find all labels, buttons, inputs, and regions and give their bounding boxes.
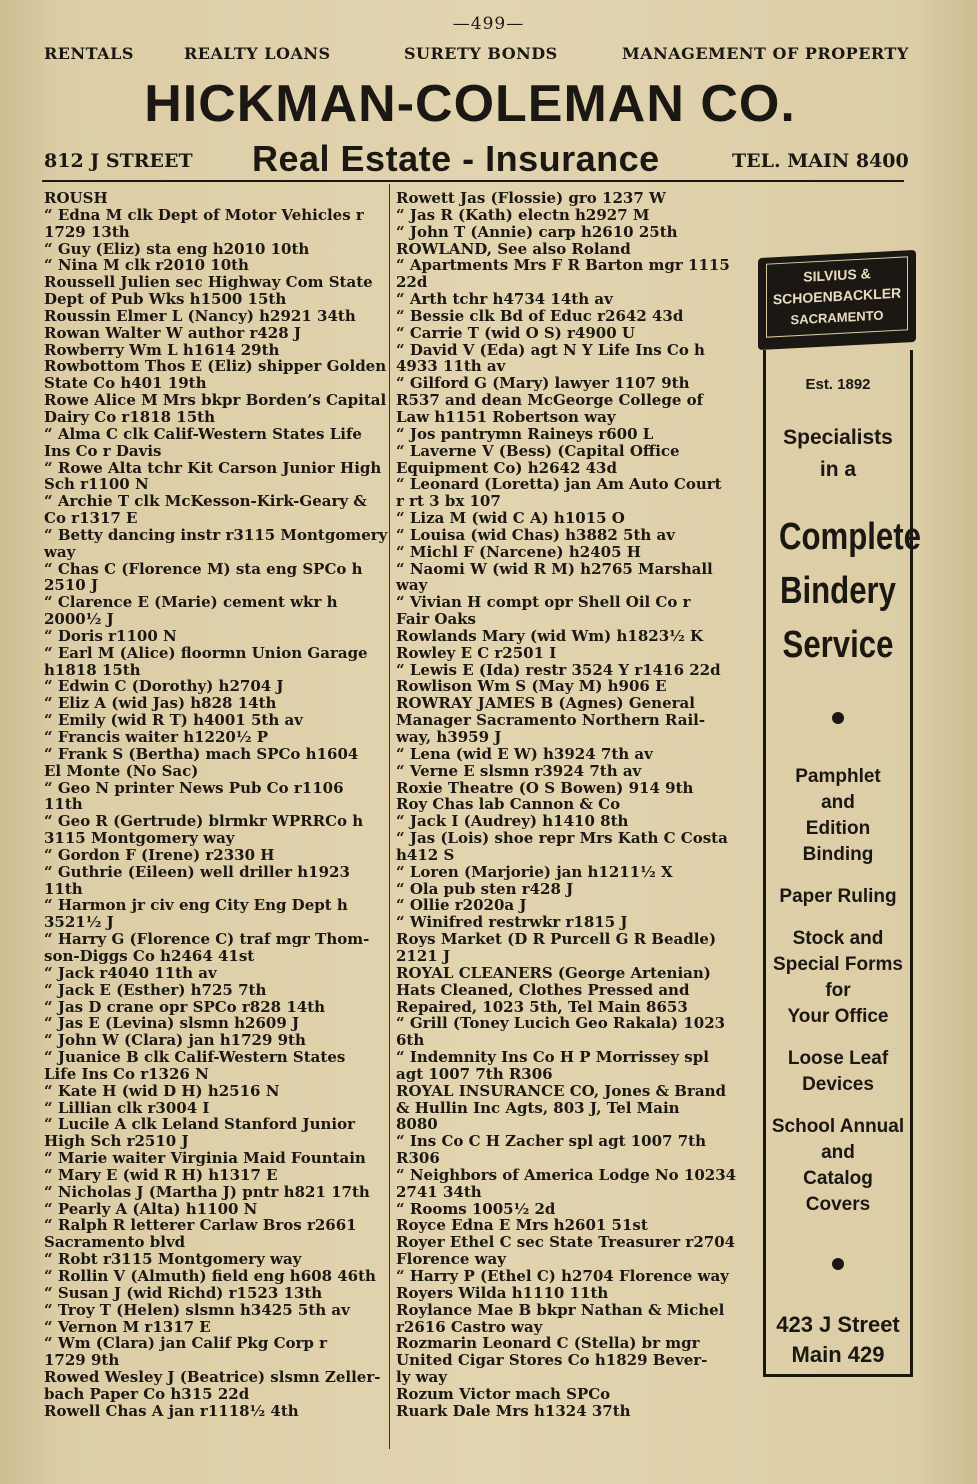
directory-line: “ Troy T (Helen) slsmn h3425 5th av	[44, 1300, 350, 1319]
directory-line: Law h1151 Robertson way	[396, 407, 616, 426]
directory-line: 2121 J	[396, 946, 451, 965]
directory-line: Ruark Dale Mrs h1324 37th	[396, 1401, 631, 1420]
directory-line: Royer Ethel C sec State Treasurer r2704	[396, 1233, 736, 1252]
directory-line: “ Chas C (Florence M) sta eng SPCo h	[44, 559, 363, 578]
directory-line: “ John T (Annie) carp h2610 25th	[396, 222, 678, 241]
directory-line: Life Ins Co r1326 N	[44, 1064, 209, 1083]
directory-line: Rowberry Wm L h1614 29th	[44, 340, 280, 359]
directory-line: 1729 9th	[44, 1351, 120, 1370]
directory-line: Roy Chas lab Cannon & Co	[396, 795, 621, 814]
directory-line: “ Geo R (Gertrude) blrmkr WPRRCo h	[44, 812, 364, 831]
directory-line: “ Harry P (Ethel C) h2704 Florence way	[396, 1267, 729, 1285]
directory-line: “ Carrie T (wid O S) r4900 U	[396, 323, 635, 342]
ad-service-item: for	[825, 980, 851, 1001]
directory-line: Florence way	[396, 1250, 506, 1269]
directory-line: 3115 Montgomery way	[44, 829, 235, 848]
directory-line: “ Jas (Lois) shoe repr Mrs Kath C Costa	[396, 829, 728, 848]
directory-line: Rowe Alice M Mrs bkpr Borden’s Capital	[44, 391, 387, 410]
directory-line: “ Clarence E (Marie) cement wkr h	[44, 593, 338, 612]
directory-line: ROUSH	[44, 189, 108, 207]
directory-line: way	[44, 542, 76, 561]
directory-line: “ Edwin C (Dorothy) h2704 J	[44, 677, 284, 696]
directory-line: “ Doris r1100 N	[44, 626, 177, 645]
directory-line: Equipment Co) h2642 43d	[396, 458, 617, 477]
directory-column-left	[44, 189, 388, 1420]
directory-line: “ Leonard (Loretta) jan Am Auto Court	[396, 475, 722, 494]
directory-line: “ Vivian H compt opr Shell Oil Co r	[396, 593, 691, 612]
ad-bindery: Bindery	[779, 570, 897, 612]
directory-line: “ Nicholas J (Martha J) pntr h821 17th	[44, 1182, 370, 1201]
directory-line: Co r1317 E	[44, 509, 138, 528]
directory-line: Rowett Jas (Flossie) gro 1237 W	[396, 189, 666, 207]
directory-line: 11th	[44, 879, 83, 898]
directory-line: Rowell Chas A jan r1118½ 4th	[44, 1401, 299, 1420]
directory-line: “ Vernon M r1317 E	[44, 1317, 211, 1336]
directory-line: Sacramento blvd	[44, 1233, 186, 1252]
directory-line: ROWRAY JAMES B (Agnes) General	[396, 694, 695, 713]
directory-line: “ Jack I (Audrey) h1410 8th	[396, 812, 629, 831]
ad-service-item: Paper Ruling	[779, 886, 897, 907]
directory-line: State Co h401 19th	[44, 374, 207, 393]
directory-line: 6th	[396, 1031, 425, 1050]
directory-line: 2741 34th	[396, 1182, 482, 1201]
directory-line: “ Winifred restrwkr r1815 J	[396, 913, 628, 932]
directory-line: Hats Cleaned, Clothes Pressed and	[396, 980, 690, 999]
directory-line: “ Grill (Toney Lucich Geo Rakala) 1023	[396, 1014, 726, 1033]
ad-service-item: Covers	[805, 1194, 871, 1215]
directory-line: & Hullin Inc Agts, 803 J, Tel Main	[396, 1098, 680, 1117]
directory-line: “ Marie waiter Virginia Maid Fountain	[44, 1149, 366, 1168]
ad-service-item: Pamphlet	[795, 766, 881, 787]
directory-line: R306	[396, 1149, 440, 1168]
directory-line: Ins Co r Davis	[44, 441, 162, 460]
ad-service-item: Stock and	[792, 928, 884, 949]
directory-line: Rowbottom Thos E (Eliz) shipper Golden	[44, 357, 387, 376]
directory-line: “ Lewis E (Ida) restr 3524 Y r1416 22d	[396, 660, 721, 679]
directory-line: Roussin Elmer L (Nancy) h2921 34th	[44, 306, 356, 325]
directory-line: “ Naomi W (wid R M) h2765 Marshall	[396, 559, 713, 578]
directory-line: “ Frank S (Bertha) mach SPCo h1604	[44, 744, 359, 763]
ad-service-item: Your Office	[787, 1006, 889, 1027]
directory-line: 22d	[396, 273, 428, 292]
directory-line: Rowley E C r2501 I	[396, 643, 557, 662]
bullet-dot	[832, 1258, 844, 1270]
directory-line: 4933 11th av	[396, 357, 506, 376]
directory-line: “ Ralph R letterer Carlaw Bros r2661	[44, 1216, 357, 1235]
directory-line: Repaired, 1023 5th, Tel Main 8653	[396, 997, 688, 1016]
directory-line: Dairy Co r1818 15th	[44, 407, 216, 426]
directory-line: “ Ola pub sten r428 J	[396, 879, 574, 898]
directory-line: Rozmarin Leonard C (Stella) br mgr	[396, 1334, 700, 1353]
directory-line: 11th	[44, 795, 83, 814]
directory-line: Rowan Walter W author r428 J	[44, 323, 301, 342]
directory-line: “ Kate H (wid D H) h2516 N	[44, 1081, 280, 1100]
directory-line: Roxie Theatre (O S Bowen) 914 9th	[396, 778, 694, 797]
firm-telephone: TEL. MAIN 8400	[732, 150, 909, 172]
directory-line: “ Pearly A (Alta) h1100 N	[44, 1199, 258, 1218]
bullet-dot	[832, 712, 844, 724]
directory-line: “ Jos pantrymn Raineys r600 L	[396, 424, 654, 443]
directory-line: Sch r1100 N	[44, 475, 149, 494]
ad-service-item: Special Forms	[773, 954, 903, 975]
directory-line: “ Juanice B clk Calif-Western States	[44, 1048, 346, 1067]
directory-line: “ Archie T clk McKesson-Kirk-Geary &	[44, 492, 367, 511]
directory-line: “ Jas R (Kath) electn h2927 M	[396, 205, 650, 224]
directory-line: Fair Oaks	[396, 610, 476, 629]
directory-line: Rowed Wesley J (Beatrice) slsmn Zeller-	[44, 1368, 381, 1387]
bindery-advertisement	[763, 350, 921, 1377]
directory-line: “ Lena (wid E W) h3924 7th av	[396, 744, 653, 763]
firm-name: HICKMAN-COLEMAN CO.	[144, 75, 796, 133]
directory-line: “ Jack E (Esther) h725 7th	[44, 980, 267, 999]
bindery-book-logo	[758, 250, 916, 350]
directory-line: “ Harry G (Florence C) traf mgr Thom-	[44, 930, 370, 949]
directory-line: “ Jas D crane opr SPCo r828 14th	[44, 997, 326, 1016]
directory-line: “ Susan J (wid Richd) r1523 13th	[44, 1283, 323, 1302]
directory-line: “ Louisa (wid Chas) h3882 5th av	[396, 525, 675, 544]
directory-line: “ Rowe Alta tchr Kit Carson Junior High	[44, 458, 382, 477]
directory-line: “ Betty dancing instr r3115 Montgomery	[44, 525, 388, 544]
directory-line: “ Lillian clk r3004 I	[44, 1098, 210, 1117]
directory-line: “ Laverne V (Bess) (Capital Office	[396, 441, 680, 460]
book-logo-line: SILVIUS &	[803, 265, 871, 285]
directory-line: “ Apartments Mrs F R Barton mgr 1115	[396, 256, 730, 275]
directory-line: High Sch r2510 J	[44, 1132, 189, 1151]
directory-line: 1729 13th	[44, 222, 130, 241]
directory-line: “ Gilford G (Mary) lawyer 1107 9th	[396, 374, 690, 393]
directory-line: United Cigar Stores Co h1829 Bever-	[396, 1351, 708, 1370]
directory-line: “ Alma C clk Calif-Western States Life	[44, 424, 362, 443]
directory-column-right	[396, 190, 748, 1420]
directory-line: “ Rooms 1005½ 2d	[396, 1199, 556, 1218]
directory-line: “ Eliz A (wid Jas) h828 14th	[44, 694, 277, 713]
directory-line: “ Emily (wid R T) h4001 5th av	[44, 711, 303, 730]
directory-line: Manager Sacramento Northern Rail-	[396, 711, 706, 730]
column-divider	[389, 184, 390, 1449]
directory-line: 3521½ J	[44, 913, 114, 932]
book-logo-line: SCHOENBACKLER	[772, 284, 902, 308]
ad-service-item: and	[821, 1142, 855, 1163]
directory-line: “ Mary E (wid R H) h1317 E	[44, 1165, 278, 1184]
directory-line: “ Indemnity Ins Co H P Morrissey spl	[396, 1048, 709, 1067]
directory-line: 8080	[396, 1115, 438, 1134]
page-number: —499—	[452, 14, 525, 34]
ad-service-item: School Annual	[771, 1116, 905, 1137]
directory-line: “ Earl M (Alice) floormn Union Garage	[44, 643, 368, 662]
directory-line: Rozum Victor mach SPCo	[396, 1384, 611, 1403]
directory-line: “ Gordon F (Irene) r2330 H	[44, 845, 275, 864]
directory-line: agt 1007 7th R306	[396, 1064, 553, 1083]
directory-line: “ David V (Eda) agt N Y Life Ins Co h	[396, 340, 705, 359]
directory-line: r2616 Castro way	[396, 1317, 543, 1336]
directory-line: “ Jas E (Levina) slsmn h2609 J	[44, 1014, 300, 1033]
directory-line: ROYAL INSURANCE CO, Jones & Brand	[396, 1081, 726, 1100]
directory-line: Royce Edna E Mrs h2601 51st	[396, 1216, 648, 1235]
directory-line: “ Guthrie (Eileen) well driller h1923	[44, 862, 350, 881]
directory-line: son-Diggs Co h2464 41st	[44, 946, 255, 965]
directory-line: ROYAL CLEANERS (George Artenian)	[396, 963, 711, 982]
ad-service-item: Devices	[802, 1074, 874, 1095]
directory-line: Roys Market (D R Purcell G R Beadle)	[396, 930, 717, 949]
directory-line: “ John W (Clara) jan h1729 9th	[44, 1031, 306, 1050]
directory-line: Rowlands Mary (wid Wm) h1823½ K	[396, 626, 704, 645]
directory-line: ROWLAND, See also Roland	[396, 239, 631, 258]
directory-line: “ Bessie clk Bd of Educ r2642 43d	[396, 306, 684, 325]
directory-line: El Monte (No Sac)	[44, 761, 199, 780]
directory-line: h1818 15th	[44, 660, 141, 679]
directory-line: “ Ollie r2020a J	[396, 896, 527, 915]
directory-line: “ Arth tchr h4734 14th av	[396, 290, 613, 309]
directory-line: “ Wm (Clara) jan Calif Pkg Corp r	[44, 1334, 328, 1353]
directory-line: “ Harmon jr civ eng City Eng Dept h	[44, 896, 348, 915]
directory-line: “ Guy (Eliz) sta eng h2010 10th	[44, 239, 310, 258]
header-management: MANAGEMENT OF PROPERTY	[622, 44, 909, 63]
header-realty-loans: REALTY LOANS	[184, 44, 331, 63]
directory-line: Rowlison Wm S (May M) h906 E	[396, 677, 667, 696]
directory-line: “ Verne E slsmn r3924 7th av	[396, 761, 642, 780]
directory-line: “ Robt r3115 Montgomery way	[44, 1250, 302, 1269]
header-surety-bonds: SURETY BONDS	[404, 44, 558, 63]
directory-line: “ Rollin V (Almuth) field eng h608 46th	[44, 1267, 376, 1285]
directory-line: “ Geo N printer News Pub Co r1106	[44, 778, 344, 797]
firm-address: 812 J STREET	[44, 150, 193, 172]
directory-line: r rt 3 bx 107	[396, 492, 501, 511]
directory-line: ly way	[396, 1368, 447, 1387]
ad-service-item: Binding	[802, 844, 874, 865]
ad-service-item: Loose Leaf	[787, 1048, 889, 1069]
directory-line: h412 S	[396, 845, 455, 864]
directory-line: “ Jack r4040 11th av	[44, 963, 217, 982]
directory-line: Roussell Julien sec Highway Com State	[44, 273, 373, 292]
directory-line: Dept of Pub Wks h1500 15th	[44, 290, 287, 309]
directory-line: “ Liza M (wid C A) h1015 O	[396, 509, 625, 528]
ad-service-item: and	[821, 792, 855, 813]
directory-line: bach Paper Co h315 22d	[44, 1384, 250, 1403]
directory-line: way	[396, 576, 428, 595]
header-rentals: RENTALS	[44, 44, 134, 63]
ad-complete: Complete	[778, 516, 921, 558]
directory-line: 2510 J	[44, 576, 99, 595]
directory-line: “ Loren (Marjorie) jan h1211½ X	[396, 862, 673, 881]
directory-line: way, h3959 J	[396, 728, 502, 746]
ad-service-item: Edition	[805, 818, 871, 839]
header-rule	[42, 180, 904, 182]
directory-line: Royers Wilda h1110 11th	[396, 1283, 609, 1302]
book-logo-line: SACRAMENTO	[790, 307, 884, 328]
directory-line: 2000½ J	[44, 610, 114, 629]
ad-service: Service	[782, 624, 894, 666]
directory-line: “ Ins Co C H Zacher spl agt 1007 7th	[396, 1132, 706, 1151]
directory-line: “ Michl F (Narcene) h2405 H	[396, 542, 641, 561]
directory-line: “ Nina M clk r2010 10th	[44, 256, 249, 275]
ad-service-item: Catalog	[803, 1168, 873, 1189]
ad-established: Est. 1892	[805, 376, 871, 393]
directory-line: R537 and dean McGeorge College of	[396, 391, 704, 410]
ad-phone: Main 429	[791, 1342, 885, 1367]
ad-in-a: in a	[819, 458, 857, 481]
directory-line: Roylance Mae B bkpr Nathan & Michel	[396, 1300, 725, 1319]
directory-line: “ Francis waiter h1220½ P	[44, 728, 268, 746]
ad-specialists: Specialists	[783, 426, 893, 449]
ad-address: 423 J Street	[776, 1312, 900, 1337]
directory-line: “ Edna M clk Dept of Motor Vehicles r	[44, 205, 364, 224]
directory-line: “ Neighbors of America Lodge No 10234	[396, 1165, 737, 1184]
directory-line: “ Lucile A clk Leland Stanford Junior	[44, 1115, 356, 1134]
firm-business: Real Estate - Insurance	[252, 138, 660, 179]
